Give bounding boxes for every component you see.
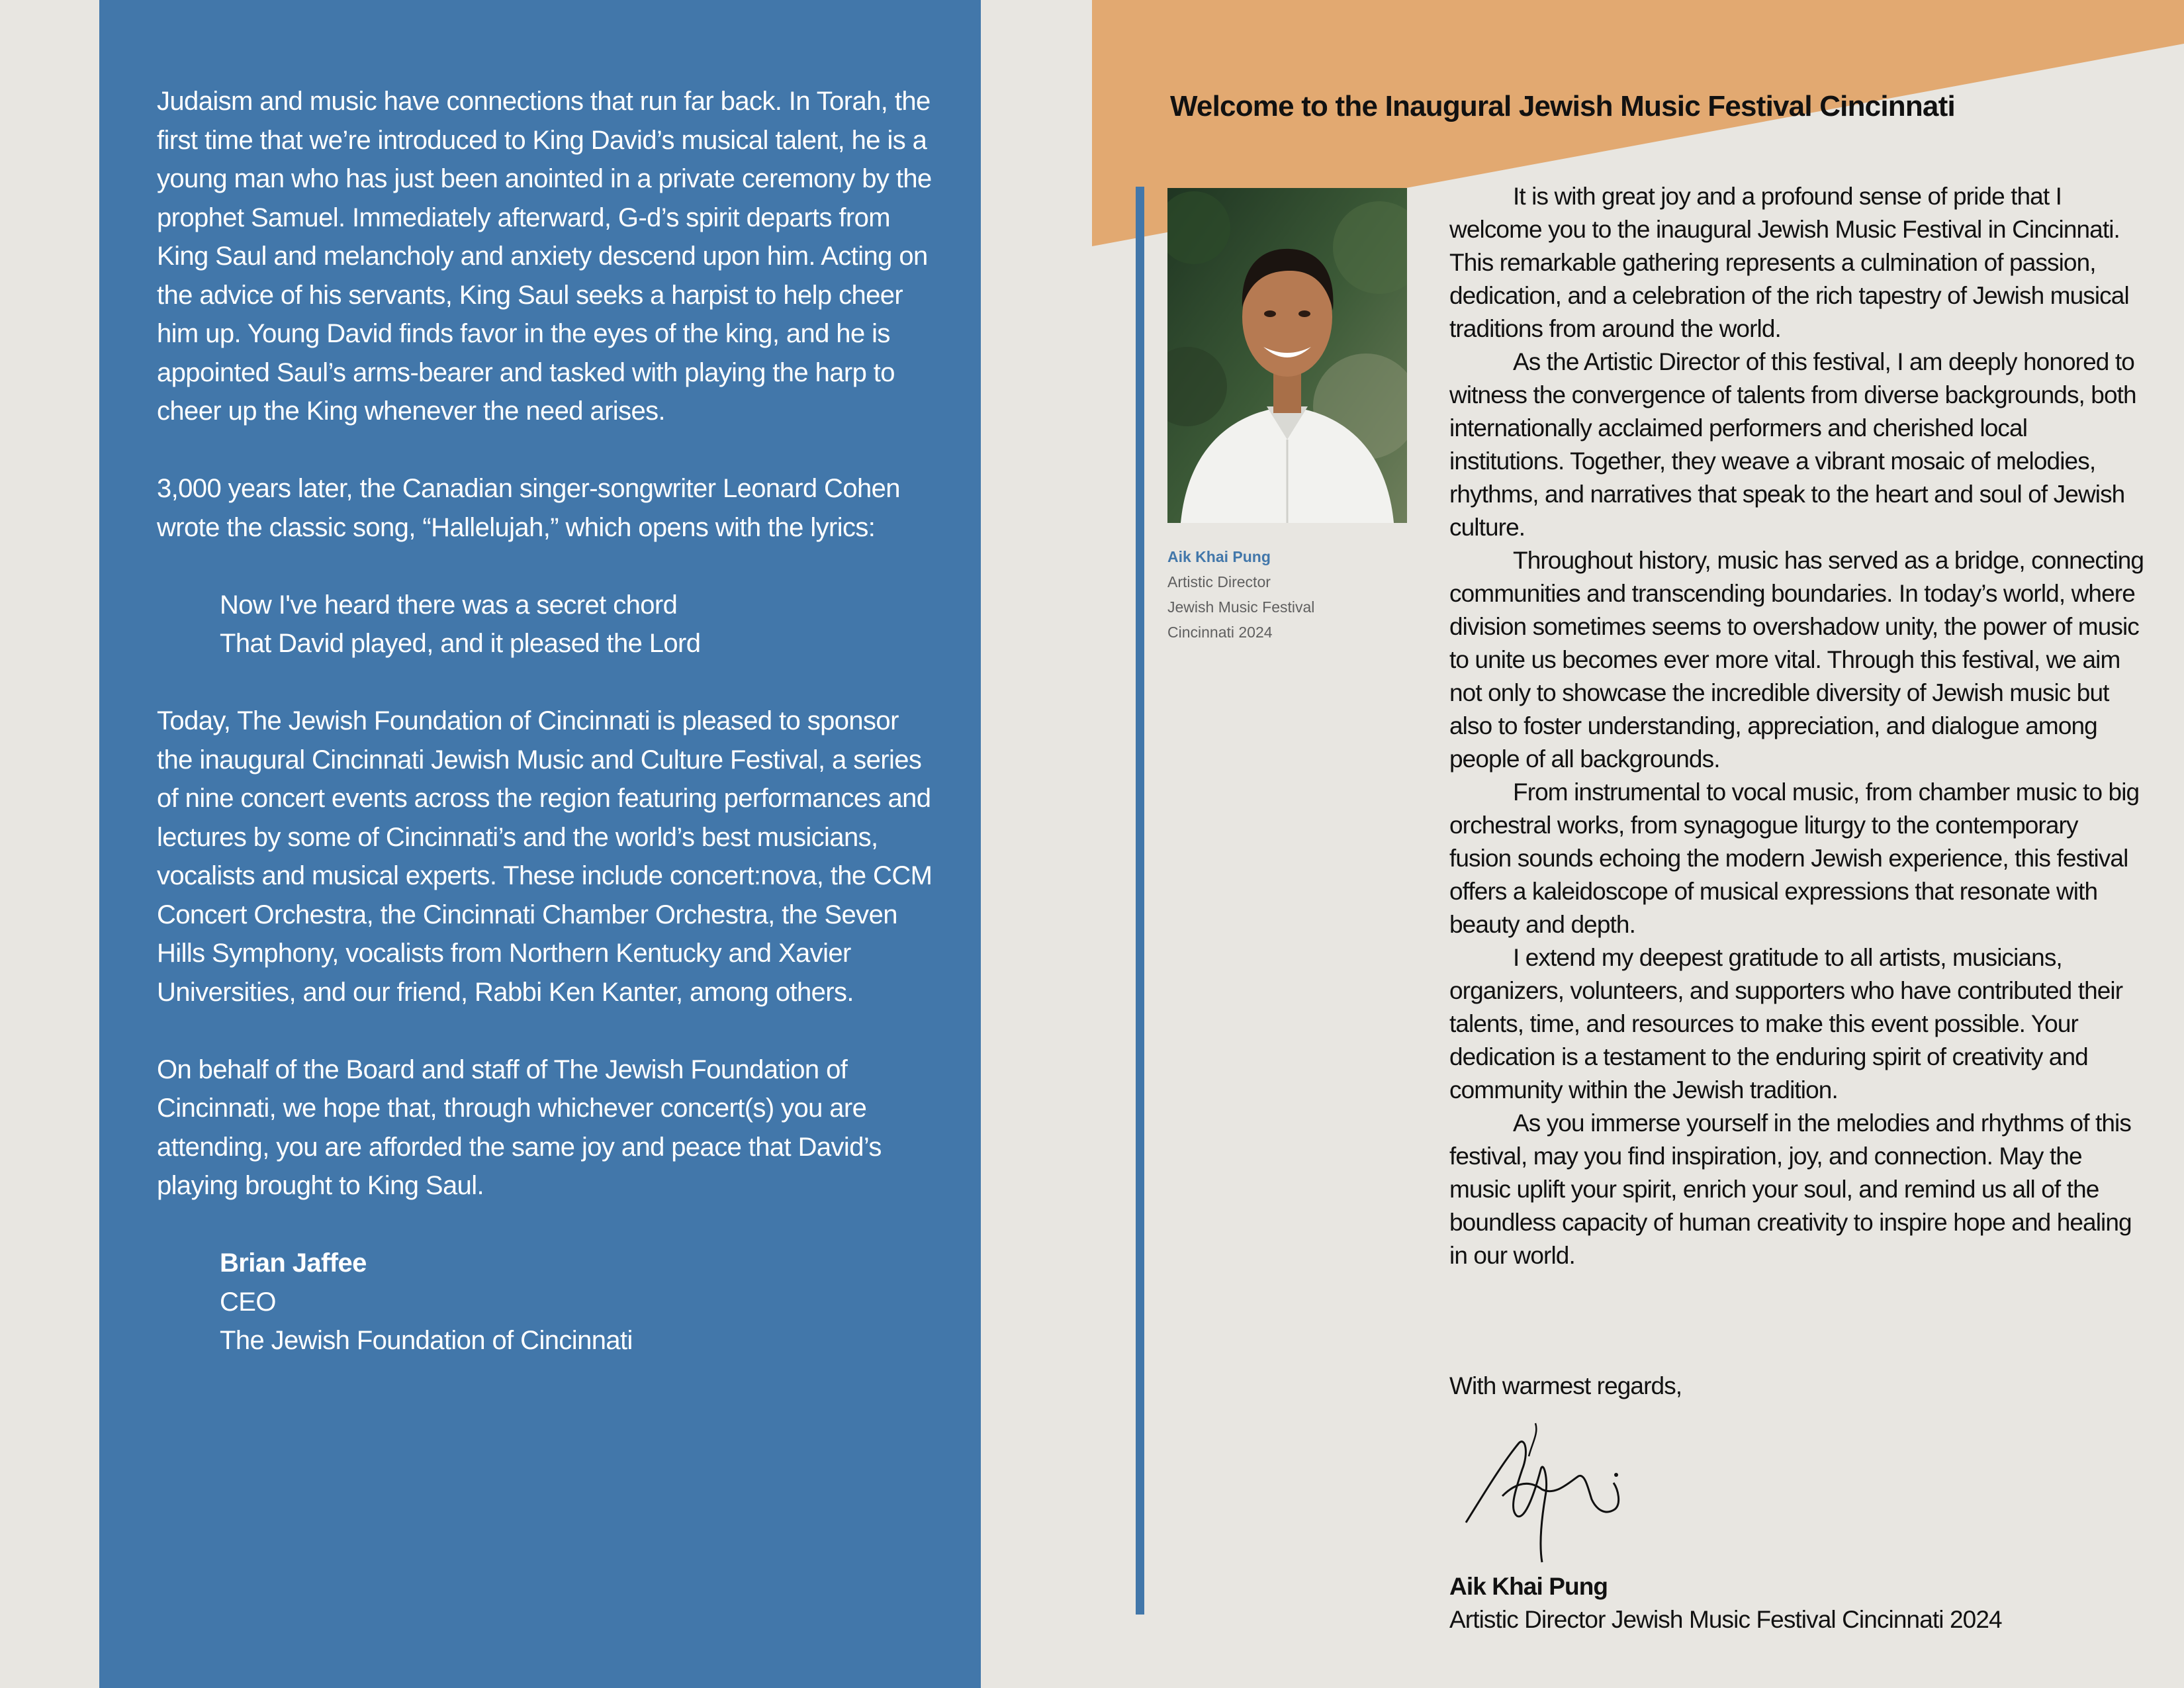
signer-name: Brian Jaffee (220, 1248, 367, 1278)
caption-name: Aik Khai Pung (1167, 548, 1271, 565)
closing-line: With warmest regards, (1449, 1372, 1682, 1399)
letter-paragraph-3: Today, The Jewish Foundation of Cincinnati is pleased to sponsor the inaugural Cincinnati Jewish Music and Culture Festival, a series of nine concert events across the region featuring performances and lectures by some of Cincinnati’s and the world’s best musicians, vocalists and musical experts. These include concert:nova, the CCM Concert Orchestra, the Cincinnati Chamber Orchestra, the Seven Hills Symphony, vocalists from Northern Kentucky and Xavier Universities, and our friend, Rabbi Ken Kanter, among others. (157, 706, 933, 1007)
artistic-director-signature-block (1449, 1570, 2002, 1636)
welcome-paragraph-6: As you immerse yourself in the melodies and rhythms of this festival, may you find inspiration, joy, and connection. May the music uplift your spirit, enrich your soul, and remind us all of the boundless capacity of human creativity to inspire hope and healing in our world. (1449, 1109, 2132, 1269)
caption-city-year: Cincinnati 2024 (1167, 624, 1273, 641)
welcome-letter (1449, 180, 2144, 1272)
handwritten-signature (1456, 1417, 1628, 1569)
welcome-paragraph-1: It is with great joy and a profound sense of pride that I welcome you to the inaugural Jewish Music Festival in Cincinnati. This remarkable gathering represents a culmination of passion, dedication, and a celebration of the rich tapestry of Jewish musical traditions from around the world. (1449, 183, 2129, 342)
signer-title: Artistic Director Jewish Music Festival Cincinnati 2024 (1449, 1606, 2002, 1633)
welcome-paragraph-3: Throughout history, music has served as a bridge, connecting communities and transcending boundaries. In today’s world, where division sometimes seems to overshadow unity, the power of music to unite us becomes ever more vital. Through this festival, we aim not only to showcase the incredible diversity of Jewish music but also to foster understanding, appreciation, and dialogue among people of all backgrounds. (1449, 547, 2144, 773)
foundation-signature-block (220, 1244, 938, 1360)
lyric-line-1: Now I've heard there was a secret chord (220, 590, 678, 620)
accent-bar (1136, 187, 1144, 1615)
letter-paragraph-1: Judaism and music have connections that run far back. In Torah, the first time that we’re introduced to King David’s musical talent, he is a young man who has just been anointed in a private ceremony by the prophet Samuel. Immediately afterward, G-d’s spirit departs from King Saul and melancholy and anxiety descend upon him. Acting on the advice of his servants, King Saul seeks a harpist to help cheer him up. Young David finds favor in the eyes of the king, and he is appointed Saul’s arms-bearer and tasked with playing the harp to cheer up the King whenever the need arises. (157, 87, 932, 426)
signer-name: Aik Khai Pung (1449, 1573, 1608, 1600)
page-title: Welcome to the Inaugural Jewish Music Festival Cincinnati (1170, 90, 1955, 122)
photo-caption (1167, 544, 1314, 645)
caption-role: Artistic Director (1167, 573, 1271, 590)
letter-paragraph-2: 3,000 years later, the Canadian singer-songwriter Leonard Cohen wrote the classic song, “Hallelujah,” which opens with the lyrics: (157, 474, 900, 542)
welcome-paragraph-5: I extend my deepest gratitude to all artists, musicians, organizers, volunteers, and supporters who have contributed their talents, time, and resources to make this event possible. Your dedication is a testament to the enduring spirit of creativity and community within the Jewish tradition. (1449, 944, 2123, 1103)
caption-festival: Jewish Music Festival (1167, 598, 1315, 616)
signer-organization: The Jewish Foundation of Cincinnati (220, 1326, 633, 1355)
letter-paragraph-4: On behalf of the Board and staff of The Jewish Foundation of Cincinnati, we hope that, through whichever concert(s) you are attending, you are afforded the same joy and peace that David’s playing brought to King Saul. (157, 1055, 882, 1200)
foundation-letter (157, 82, 938, 1360)
portrait-photo (1167, 188, 1407, 523)
signer-title: CEO (220, 1287, 276, 1317)
song-lyrics (220, 586, 938, 663)
lyric-line-2: That David played, and it pleased the Lord (220, 629, 701, 658)
welcome-paragraph-2: As the Artistic Director of this festival, I am deeply honored to witness the convergence of talents from diverse backgrounds, both internationally acclaimed performers and cherished local institutions. Together, they weave a vibrant mosaic of melodies, rhythms, and narratives that speak to the heart and soul of Jewish culture. (1449, 348, 2136, 541)
welcome-paragraph-4: From instrumental to vocal music, from chamber music to big orchestral works, from synagogue liturgy to the contemporary fusion sounds echoing the modern Jewish experience, this festival offers a kaleidoscope of musical expressions that resonate with beauty and depth. (1449, 778, 2140, 938)
